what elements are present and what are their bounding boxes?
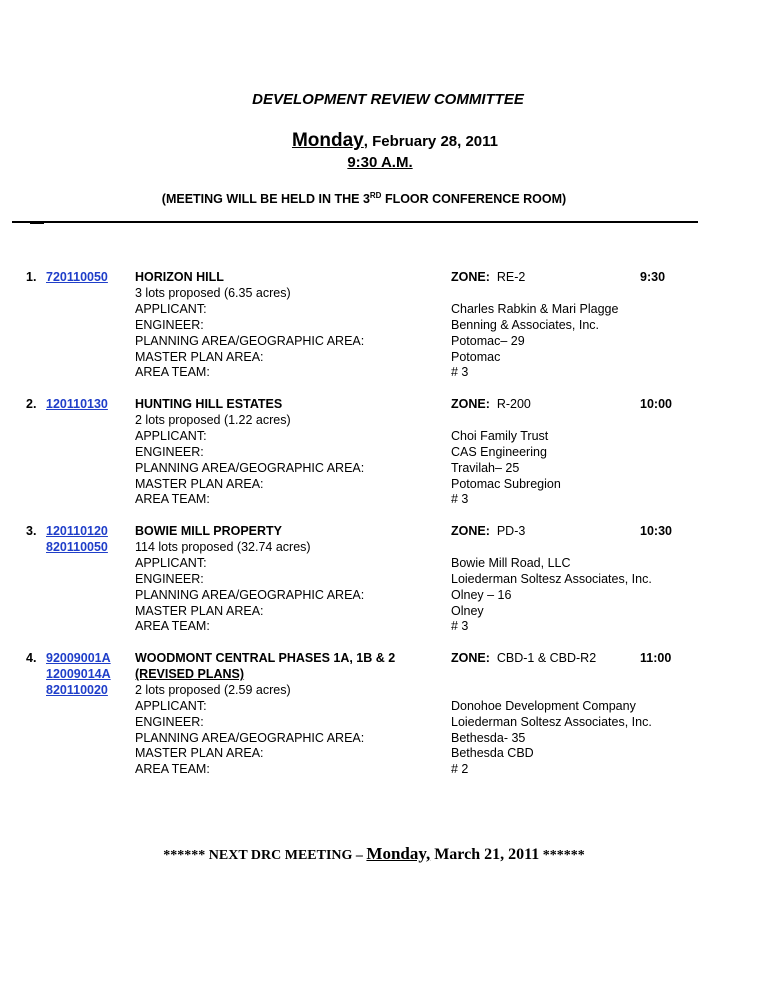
- project-values: [451, 524, 652, 635]
- meeting-date: [0, 130, 768, 152]
- footer-prefix: ****** NEXT DRC MEETING –: [163, 848, 367, 863]
- item-time: 9:30: [640, 270, 666, 284]
- master-plan-label: MASTER PLAN AREA:: [135, 746, 264, 761]
- meeting-day: Monday: [291, 130, 364, 151]
- master-plan-label: MASTER PLAN AREA:: [135, 349, 264, 364]
- case-number-link[interactable]: 120110130: [46, 397, 108, 411]
- project-name: WOODMONT CENTRAL PHASES 1A, 1B & 2: [135, 651, 396, 665]
- applicant-value: Choi Family Trust: [451, 428, 549, 443]
- zone-label: ZONE:: [451, 651, 490, 665]
- project-name: HUNTING HILL ESTATES: [135, 397, 283, 411]
- area-team-value: # 3: [451, 365, 469, 380]
- lots-proposed: 2 lots proposed (2.59 acres): [135, 682, 291, 697]
- case-number-link[interactable]: 720110050: [46, 270, 108, 284]
- engineer-value: Loiederman Soltesz Associates, Inc.: [451, 571, 652, 586]
- project-details: [135, 524, 364, 635]
- area-team-label: AREA TEAM:: [135, 365, 210, 380]
- engineer-value: Loiederman Soltesz Associates, Inc.: [451, 714, 652, 729]
- header-divider-tick: [30, 223, 44, 224]
- project-values: [451, 270, 618, 381]
- item-time: 11:00: [640, 651, 672, 665]
- item-time: 10:30: [640, 524, 672, 538]
- applicant-label: APPLICANT:: [135, 698, 207, 713]
- note-prefix: (MEETING WILL BE HELD IN THE 3: [161, 192, 370, 206]
- engineer-value: Benning & Associates, Inc.: [451, 317, 600, 332]
- area-team-label: AREA TEAM:: [135, 619, 210, 634]
- engineer-label: ENGINEER:: [135, 444, 204, 459]
- project-details: [135, 270, 364, 381]
- case-numbers: [46, 651, 111, 699]
- meeting-time: 9:30 A.M.: [347, 154, 413, 171]
- project-details: [135, 651, 395, 778]
- zone-value: R-200: [496, 397, 531, 411]
- case-numbers: [46, 397, 108, 413]
- master-plan-value: Potomac Subregion: [451, 476, 561, 491]
- next-meeting-footer: [0, 844, 748, 864]
- master-plan-value: Olney: [451, 603, 484, 618]
- applicant-value: Donohoe Development Company: [451, 698, 636, 713]
- project-details: [135, 397, 364, 508]
- applicant-label: APPLICANT:: [135, 555, 207, 570]
- note-suffix: FLOOR CONFERENCE ROOM): [381, 192, 567, 206]
- lots-proposed: 3 lots proposed (6.35 acres): [135, 285, 291, 300]
- item-time: 10:00: [640, 397, 672, 411]
- planning-area-label: PLANNING AREA/GEOGRAPHIC AREA:: [135, 587, 365, 602]
- area-team-value: # 3: [451, 619, 469, 634]
- footer-suffix: ******: [539, 848, 585, 863]
- planning-area-value: Olney – 16: [451, 587, 512, 602]
- item-number: 3.: [26, 524, 37, 538]
- master-plan-label: MASTER PLAN AREA:: [135, 476, 264, 491]
- zone-value: RE-2: [496, 270, 526, 284]
- zone-row: [451, 397, 561, 413]
- project-name: HORIZON HILL: [135, 270, 224, 284]
- engineer-label: ENGINEER:: [135, 317, 204, 332]
- zone-row: [451, 524, 652, 540]
- applicant-label: APPLICANT:: [135, 428, 207, 443]
- engineer-value: CAS Engineering: [451, 444, 547, 459]
- case-number-link[interactable]: 120110120: [46, 524, 108, 538]
- header-divider: [12, 221, 698, 223]
- engineer-label: ENGINEER:: [135, 571, 204, 586]
- project-name: BOWIE MILL PROPERTY: [135, 524, 282, 538]
- zone-value: CBD-1 & CBD-R2: [496, 651, 597, 665]
- case-number-link[interactable]: 820110020: [46, 682, 108, 697]
- case-number-link[interactable]: 12009014A: [46, 666, 111, 681]
- case-number-link[interactable]: 92009001A: [46, 651, 111, 665]
- area-team-label: AREA TEAM:: [135, 492, 210, 507]
- area-team-label: AREA TEAM:: [135, 762, 210, 777]
- meeting-location-note: [0, 191, 728, 206]
- master-plan-label: MASTER PLAN AREA:: [135, 603, 264, 618]
- lots-proposed: 114 lots proposed (32.74 acres): [135, 539, 311, 554]
- planning-area-value: Travilah– 25: [451, 460, 520, 475]
- applicant-label: APPLICANT:: [135, 301, 207, 316]
- footer-date: March 21, 2011: [430, 846, 540, 863]
- applicant-value: Charles Rabkin & Mari Plagge: [451, 301, 619, 316]
- zone-label: ZONE:: [451, 270, 490, 284]
- master-plan-value: Potomac: [451, 349, 501, 364]
- planning-area-label: PLANNING AREA/GEOGRAPHIC AREA:: [135, 333, 365, 348]
- lots-proposed: 2 lots proposed (1.22 acres): [135, 412, 291, 427]
- planning-area-label: PLANNING AREA/GEOGRAPHIC AREA:: [135, 460, 365, 475]
- note-superscript: RD: [369, 191, 382, 200]
- applicant-value: Bowie Mill Road, LLC: [451, 555, 571, 570]
- case-numbers: [46, 524, 108, 556]
- area-team-value: # 2: [451, 762, 469, 777]
- planning-area-label: PLANNING AREA/GEOGRAPHIC AREA:: [135, 730, 365, 745]
- item-number: 4.: [26, 651, 37, 665]
- area-team-value: # 3: [451, 492, 469, 507]
- item-number: 1.: [26, 270, 37, 284]
- engineer-label: ENGINEER:: [135, 714, 204, 729]
- zone-label: ZONE:: [451, 524, 490, 538]
- item-number: 2.: [26, 397, 37, 411]
- case-numbers: [46, 270, 108, 286]
- master-plan-value: Bethesda CBD: [451, 746, 534, 761]
- zone-row: [451, 270, 618, 286]
- zone-value: PD-3: [496, 524, 526, 538]
- page-title: DEVELOPMENT REVIEW COMMITTEE: [252, 91, 524, 108]
- planning-area-value: Bethesda- 35: [451, 730, 526, 745]
- project-values: [451, 397, 561, 508]
- project-values: [451, 651, 652, 778]
- meeting-date-text: , February 28, 2011: [363, 133, 499, 150]
- project-name-note: (REVISED PLANS): [135, 666, 245, 681]
- case-number-link[interactable]: 820110050: [46, 539, 108, 554]
- footer-day: Monday,: [366, 844, 431, 863]
- planning-area-value: Potomac– 29: [451, 333, 525, 348]
- zone-label: ZONE:: [451, 397, 490, 411]
- zone-row: [451, 651, 652, 667]
